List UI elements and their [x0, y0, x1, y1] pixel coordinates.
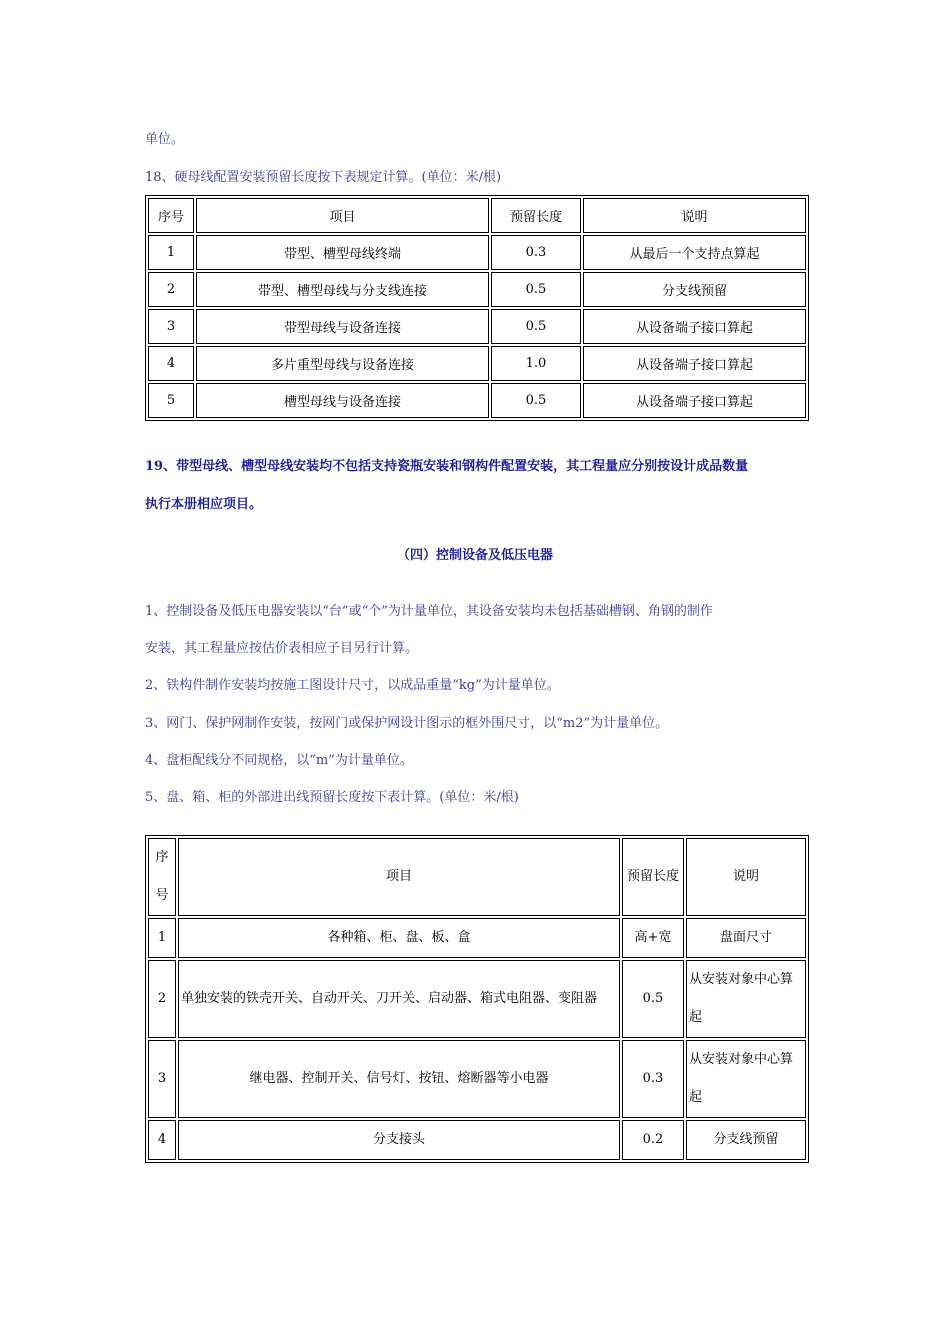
table-cell: 高+宽 [622, 918, 684, 958]
table-cell: 带型、槽型母线终端 [196, 235, 489, 270]
table-cell: 0.5 [491, 272, 581, 307]
table-cell: 槽型母线与设备连接 [196, 383, 489, 418]
table-cell: 3 [148, 1040, 176, 1118]
table-cell: 单独安装的铁壳开关、自动开关、刀开关、启动器、箱式电阻器、变阻器 [178, 960, 620, 1038]
header-cell: 说明 [686, 838, 806, 916]
table-row [148, 1040, 806, 1118]
table-cell: 0.5 [491, 309, 581, 344]
text-sec-3: 3、网门、保护网制作安装，按网门或保护网设计图示的框外围尺寸，以“m2”为计量单位。 [145, 716, 669, 731]
header-cell: 项目 [178, 838, 620, 916]
text-item-19-line1: 19、带型母线、槽型母线安装均不包括支持瓷瓶安装和钢构件配置安装，其工程量应分别按设计成品数量 [145, 459, 749, 474]
table-cell: 1 [148, 918, 176, 958]
text-sec-1-line1: 1、控制设备及低压电器安装以“台”或“个”为计量单位，其设备安装均未包括基础槽钢、角钢的制作 [145, 604, 713, 619]
table-cell: 3 [148, 309, 194, 344]
header-cell: 说明 [583, 198, 806, 233]
header-cell: 序号 [148, 838, 176, 916]
text-sec-4: 4、盘柜配线分不同规格，以“m”为计量单位。 [145, 753, 413, 768]
busbar-reserve-table [145, 195, 809, 421]
table-cell: 4 [148, 346, 194, 381]
table-cell: 从设备端子接口算起 [583, 346, 806, 381]
table-cell: 从安装对象中心算起 [686, 1040, 806, 1118]
text-sec-2: 2、铁构件制作安装均按施工图设计尺寸，以成品重量“kg”为计量单位。 [145, 678, 560, 693]
table-cell: 5 [148, 383, 194, 418]
table-header-row [148, 198, 806, 233]
text-sec-1-line2: 安装，其工程量应按估价表相应子目另行计算。 [145, 641, 419, 656]
table-row [148, 346, 806, 381]
text-sec-5: 5、盘、箱、柜的外部进出线预留长度按下表计算。(单位：米/根) [145, 790, 519, 805]
table-row [148, 235, 806, 270]
table-cell: 从设备端子接口算起 [583, 383, 806, 418]
table-cell: 0.5 [622, 960, 684, 1038]
text-unit-tail: 单位。 [145, 132, 185, 147]
table-cell: 从最后一个支持点算起 [583, 235, 806, 270]
table-cell: 盘面尺寸 [686, 918, 806, 958]
text-item-19-line2: 执行本册相应项目。 [145, 497, 263, 512]
table-cell: 0.3 [491, 235, 581, 270]
table-cell: 从设备端子接口算起 [583, 309, 806, 344]
section-heading: （四）控制设备及低压电器 [396, 548, 553, 563]
table-cell: 0.3 [622, 1040, 684, 1118]
table-row [148, 918, 806, 958]
table-cell: 2 [148, 272, 194, 307]
table-cell: 分支线预留 [686, 1120, 806, 1160]
header-cell: 项目 [196, 198, 489, 233]
table-row [148, 1120, 806, 1160]
header-cell: 序号 [148, 198, 194, 233]
text-item-18: 18、硬母线配置安装预留长度按下表规定计算。(单位：米/根) [145, 170, 502, 185]
table-cell: 各种箱、柜、盘、板、盒 [178, 918, 620, 958]
table-cell: 分支线预留 [583, 272, 806, 307]
table-cell: 1 [148, 235, 194, 270]
header-cell: 预留长度 [491, 198, 581, 233]
table-cell: 从安装对象中心算起 [686, 960, 806, 1038]
table-row [148, 383, 806, 418]
table-cell: 继电器、控制开关、信号灯、按钮、熔断器等小电器 [178, 1040, 620, 1118]
table-cell: 1.0 [491, 346, 581, 381]
table-cell: 4 [148, 1120, 176, 1160]
table-cell: 0.2 [622, 1120, 684, 1160]
table-cell: 多片重型母线与设备连接 [196, 346, 489, 381]
table-cell: 0.5 [491, 383, 581, 418]
table-header-row [148, 838, 806, 916]
table-row [148, 960, 806, 1038]
table-cell: 带型母线与设备连接 [196, 309, 489, 344]
table-cell: 带型、槽型母线与分支线连接 [196, 272, 489, 307]
table-cell: 分支接头 [178, 1120, 620, 1160]
table-row [148, 309, 806, 344]
table-row [148, 272, 806, 307]
table-cell: 2 [148, 960, 176, 1038]
header-cell: 预留长度 [622, 838, 684, 916]
cabinet-reserve-table [145, 835, 809, 1163]
